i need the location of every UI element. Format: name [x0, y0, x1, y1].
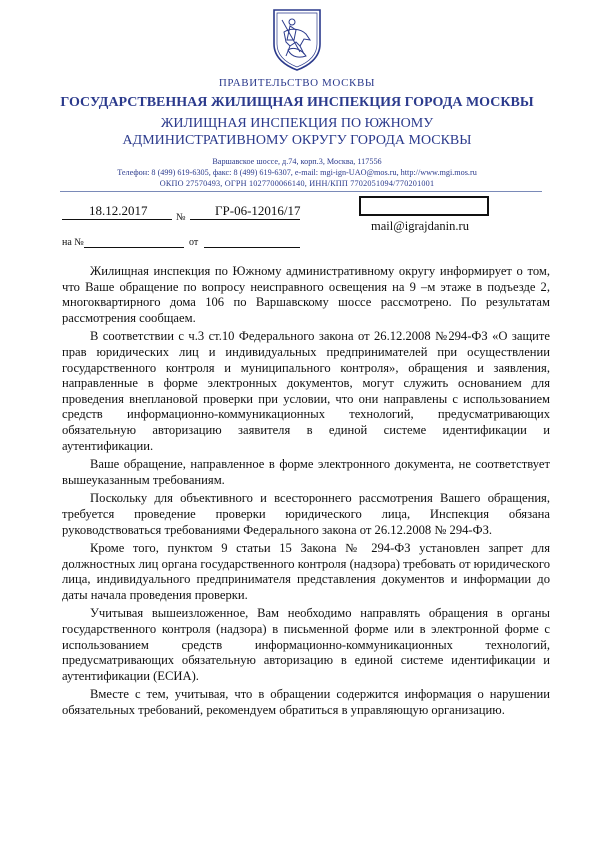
- contact-block: [0, 156, 594, 190]
- contact-line: Телефон: 8 (499) 619-6305, факс: 8 (499) 619-6307, e-mail: mgi-ign-UAO@mos.ru, http://www.mgi.mos.ru: [117, 168, 477, 178]
- paragraph-7: Вместе с тем, учитывая, что в обращении содержится информация о нарушении обязательных требований, рекомендуем обратиться в управляющую организацию.: [62, 687, 550, 718]
- paragraph-6: Учитывая вышеизложенное, Вам необходимо направлять обращения в органы государственного контроля (надзора) в письменной форме или в электронной форме с использованием средств информационно-коммуникационных технологий, предусматривающих обязательную авторизацию в единой системе идентификации и аутентификации (ЕСИА).: [62, 606, 550, 683]
- recipient-email: mail@igrajdanin.ru: [371, 219, 469, 233]
- reference-date-label: от: [189, 237, 199, 248]
- header-divider: [60, 191, 542, 192]
- inspection-title: ГОСУДАРСТВЕННАЯ ЖИЛИЩНАЯ ИНСПЕКЦИЯ ГОРОДА МОСКВЫ: [60, 95, 534, 110]
- paragraph-5: Кроме того, пунктом 9 статьи 15 Закона № 294-ФЗ установлен запрет для должностных лиц органа государственного контроля (надзора) требовать от юридического лица, индивидуального предпринимателя представления документов и информации до даты начала проведения проверки.: [62, 541, 550, 602]
- registration-codes: ОКПО 27570493, ОГРН 1027700066140, ИНН/КПП 7702051094/770201001: [159, 179, 435, 189]
- reference-number-label: на №: [62, 237, 84, 248]
- registration-number: ГР-06-12016/17: [215, 203, 301, 218]
- division-title-line-2: АДМИНИСТРАТИВНОМУ ОКРУГУ ГОРОДА МОСКВЫ: [122, 133, 472, 148]
- paragraph-4: Поскольку для объективного и всестороннего рассмотрения Вашего обращения, требуется проведение проверки юридического лица, Инспекция обязана руководствоваться требованиями Федерального закона от 26.12.2008 № 294-ФЗ.: [62, 491, 550, 537]
- reg-number-underline: [190, 219, 300, 220]
- reference-date-underline: [204, 247, 300, 248]
- paragraph-3: Ваше обращение, направленное в форме электронного документа, не соответствует вышеуказанным требованиям.: [62, 457, 550, 487]
- paragraph-2: В соответствии с ч.3 ст.10 Федерального закона от 26.12.2008 №294-ФЗ «О защите прав юридических лиц и индивидуальных предпринимателей при осуществлении государственного контроля и муниципального контроля», обращения и заявления, направленные в форме электронных документов, могут служить основанием для проведения внеплановой проверки при условии, что они направлены с использованием средств информационно-коммуникационных технологий, предусматривающих обязательную авторизацию заявителя в единой системе идентификации и аутентификации.: [62, 329, 550, 453]
- paragraph-1: Жилищная инспекция по Южному административному округу информирует о том, что Ваше обращение по вопросу неисправного освещения на 9 –м этаже в подъезде 2, многоквартирного дома 106 по Варшавскому шоссе рассмотрено. По результатам рассмотрения сообщаем.: [62, 264, 550, 325]
- date-underline: [62, 219, 172, 220]
- redacted-recipient-box: [359, 196, 489, 216]
- division-title-line-1: ЖИЛИЩНАЯ ИНСПЕКЦИЯ ПО ЮЖНОМУ: [160, 116, 434, 131]
- government-title: ПРАВИТЕЛЬСТВО МОСКВЫ: [218, 77, 376, 89]
- letter-body: [62, 264, 550, 722]
- postal-address: Варшавское шоссе, д.74, корп.3, Москва, 117556: [212, 157, 382, 166]
- division-title: [0, 115, 594, 149]
- number-sign: №: [176, 212, 186, 223]
- letter-date: 18.12.2017: [89, 203, 148, 218]
- moscow-coat-of-arms-icon: [270, 6, 324, 72]
- reference-number-underline: [84, 247, 184, 248]
